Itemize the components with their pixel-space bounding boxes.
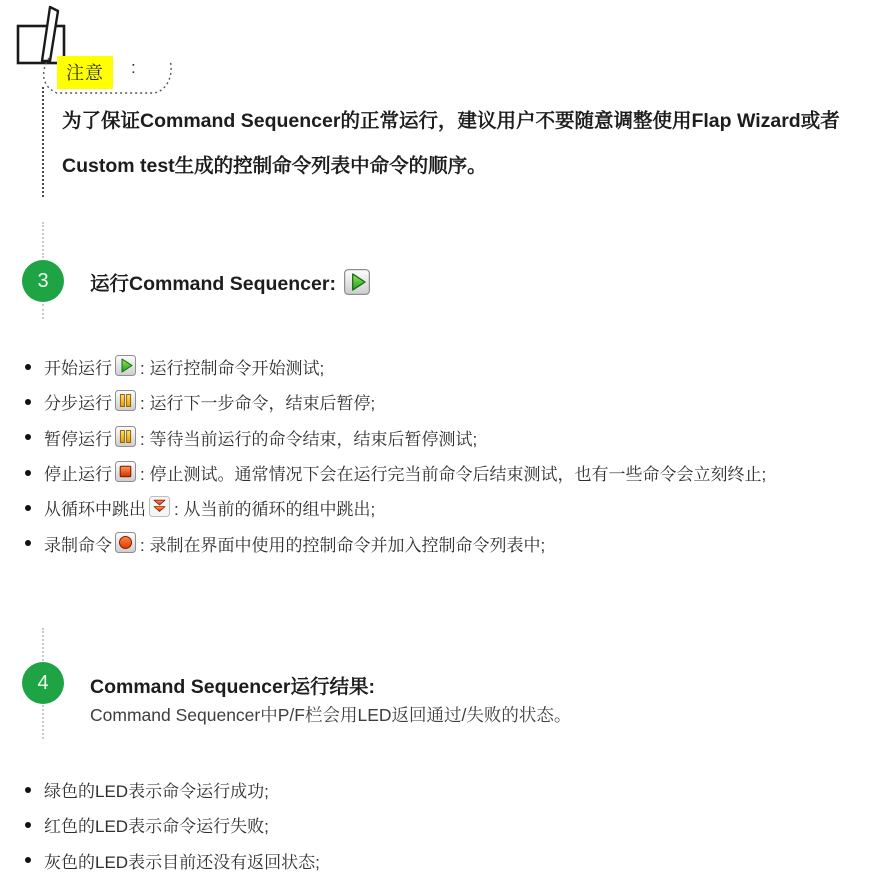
step-4-heading [90, 671, 375, 699]
control-label: 从循环中跳出 [44, 500, 146, 520]
control-desc: : 从当前的循环的组中跳出; [174, 500, 376, 520]
bullet-icon [25, 364, 31, 370]
control-desc: : 运行下一步命令，结束后暂停; [140, 394, 376, 414]
control-label: 暂停运行 [44, 429, 112, 449]
control-label: 停止运行 [44, 465, 112, 485]
bullet-icon [25, 857, 31, 863]
step-4-title: Command Sequencer运行结果: [90, 676, 375, 698]
led-result-text: 红色的LED表示命令运行失败; [44, 817, 269, 837]
step-3-badge: 3 [22, 260, 64, 302]
pause-icon [115, 426, 136, 447]
list-item [20, 420, 766, 455]
bullet-icon [25, 399, 31, 405]
step-3-title: 运行Command Sequencer: [90, 273, 336, 295]
note-body-line: Custom test生成的控制命令列表中命令的顺序。 [62, 155, 487, 177]
timeline-dotted-line [42, 222, 44, 258]
step-4-badge: 4 [22, 662, 64, 704]
list-item [20, 525, 766, 560]
bullet-icon [25, 434, 31, 440]
stop-icon [115, 461, 136, 482]
bullet-icon [25, 540, 31, 546]
control-desc: : 停止测试。通常情况下会在运行完当前命令后结束测试，也有一些命令会立刻终止; [140, 465, 767, 485]
run-controls-list [20, 349, 766, 561]
timeline-dotted-line [42, 304, 44, 319]
step-pause-icon [115, 390, 136, 411]
jump-out-icon [149, 496, 170, 517]
list-item [20, 807, 320, 842]
bullet-icon [25, 505, 31, 511]
step-4-subtitle: Command Sequencer中P/F栏会用LED返回通过/失败的状态。 [90, 705, 572, 725]
control-desc: : 录制在界面中使用的控制命令并加入控制命令列表中; [140, 535, 546, 555]
play-icon [115, 355, 136, 376]
bullet-icon [25, 822, 31, 828]
timeline-dotted-line [42, 628, 44, 661]
note-body [62, 99, 857, 189]
list-item [20, 349, 766, 384]
step-3-heading [90, 268, 370, 296]
control-label: 分步运行 [44, 394, 112, 414]
note-colon: : [131, 58, 136, 77]
control-desc: : 运行控制命令开始测试; [140, 359, 325, 379]
led-results-list [20, 772, 320, 878]
play-button-icon [344, 269, 370, 295]
control-label: 开始运行 [44, 359, 112, 379]
note-body-line: 为了保证Command Sequencer的正常运行，建议用户不要随意调整使用Flap Wizard或者 [62, 110, 840, 132]
list-item [20, 490, 766, 525]
timeline-dotted-line [42, 705, 44, 739]
note-left-dotted-border [42, 87, 44, 197]
bullet-icon [25, 787, 31, 793]
list-item [20, 772, 320, 807]
record-icon [115, 532, 136, 553]
control-desc: : 等待当前运行的命令结束，结束后暂停测试; [140, 429, 478, 449]
note-label: 注意 [57, 56, 113, 89]
bullet-icon [25, 470, 31, 476]
led-result-text: 绿色的LED表示命令运行成功; [44, 782, 269, 802]
led-result-text: 灰色的LED表示目前还没有返回状态; [44, 852, 320, 872]
control-label: 录制命令 [44, 535, 112, 555]
list-item [20, 455, 766, 490]
list-item [20, 384, 766, 419]
list-item [20, 843, 320, 878]
